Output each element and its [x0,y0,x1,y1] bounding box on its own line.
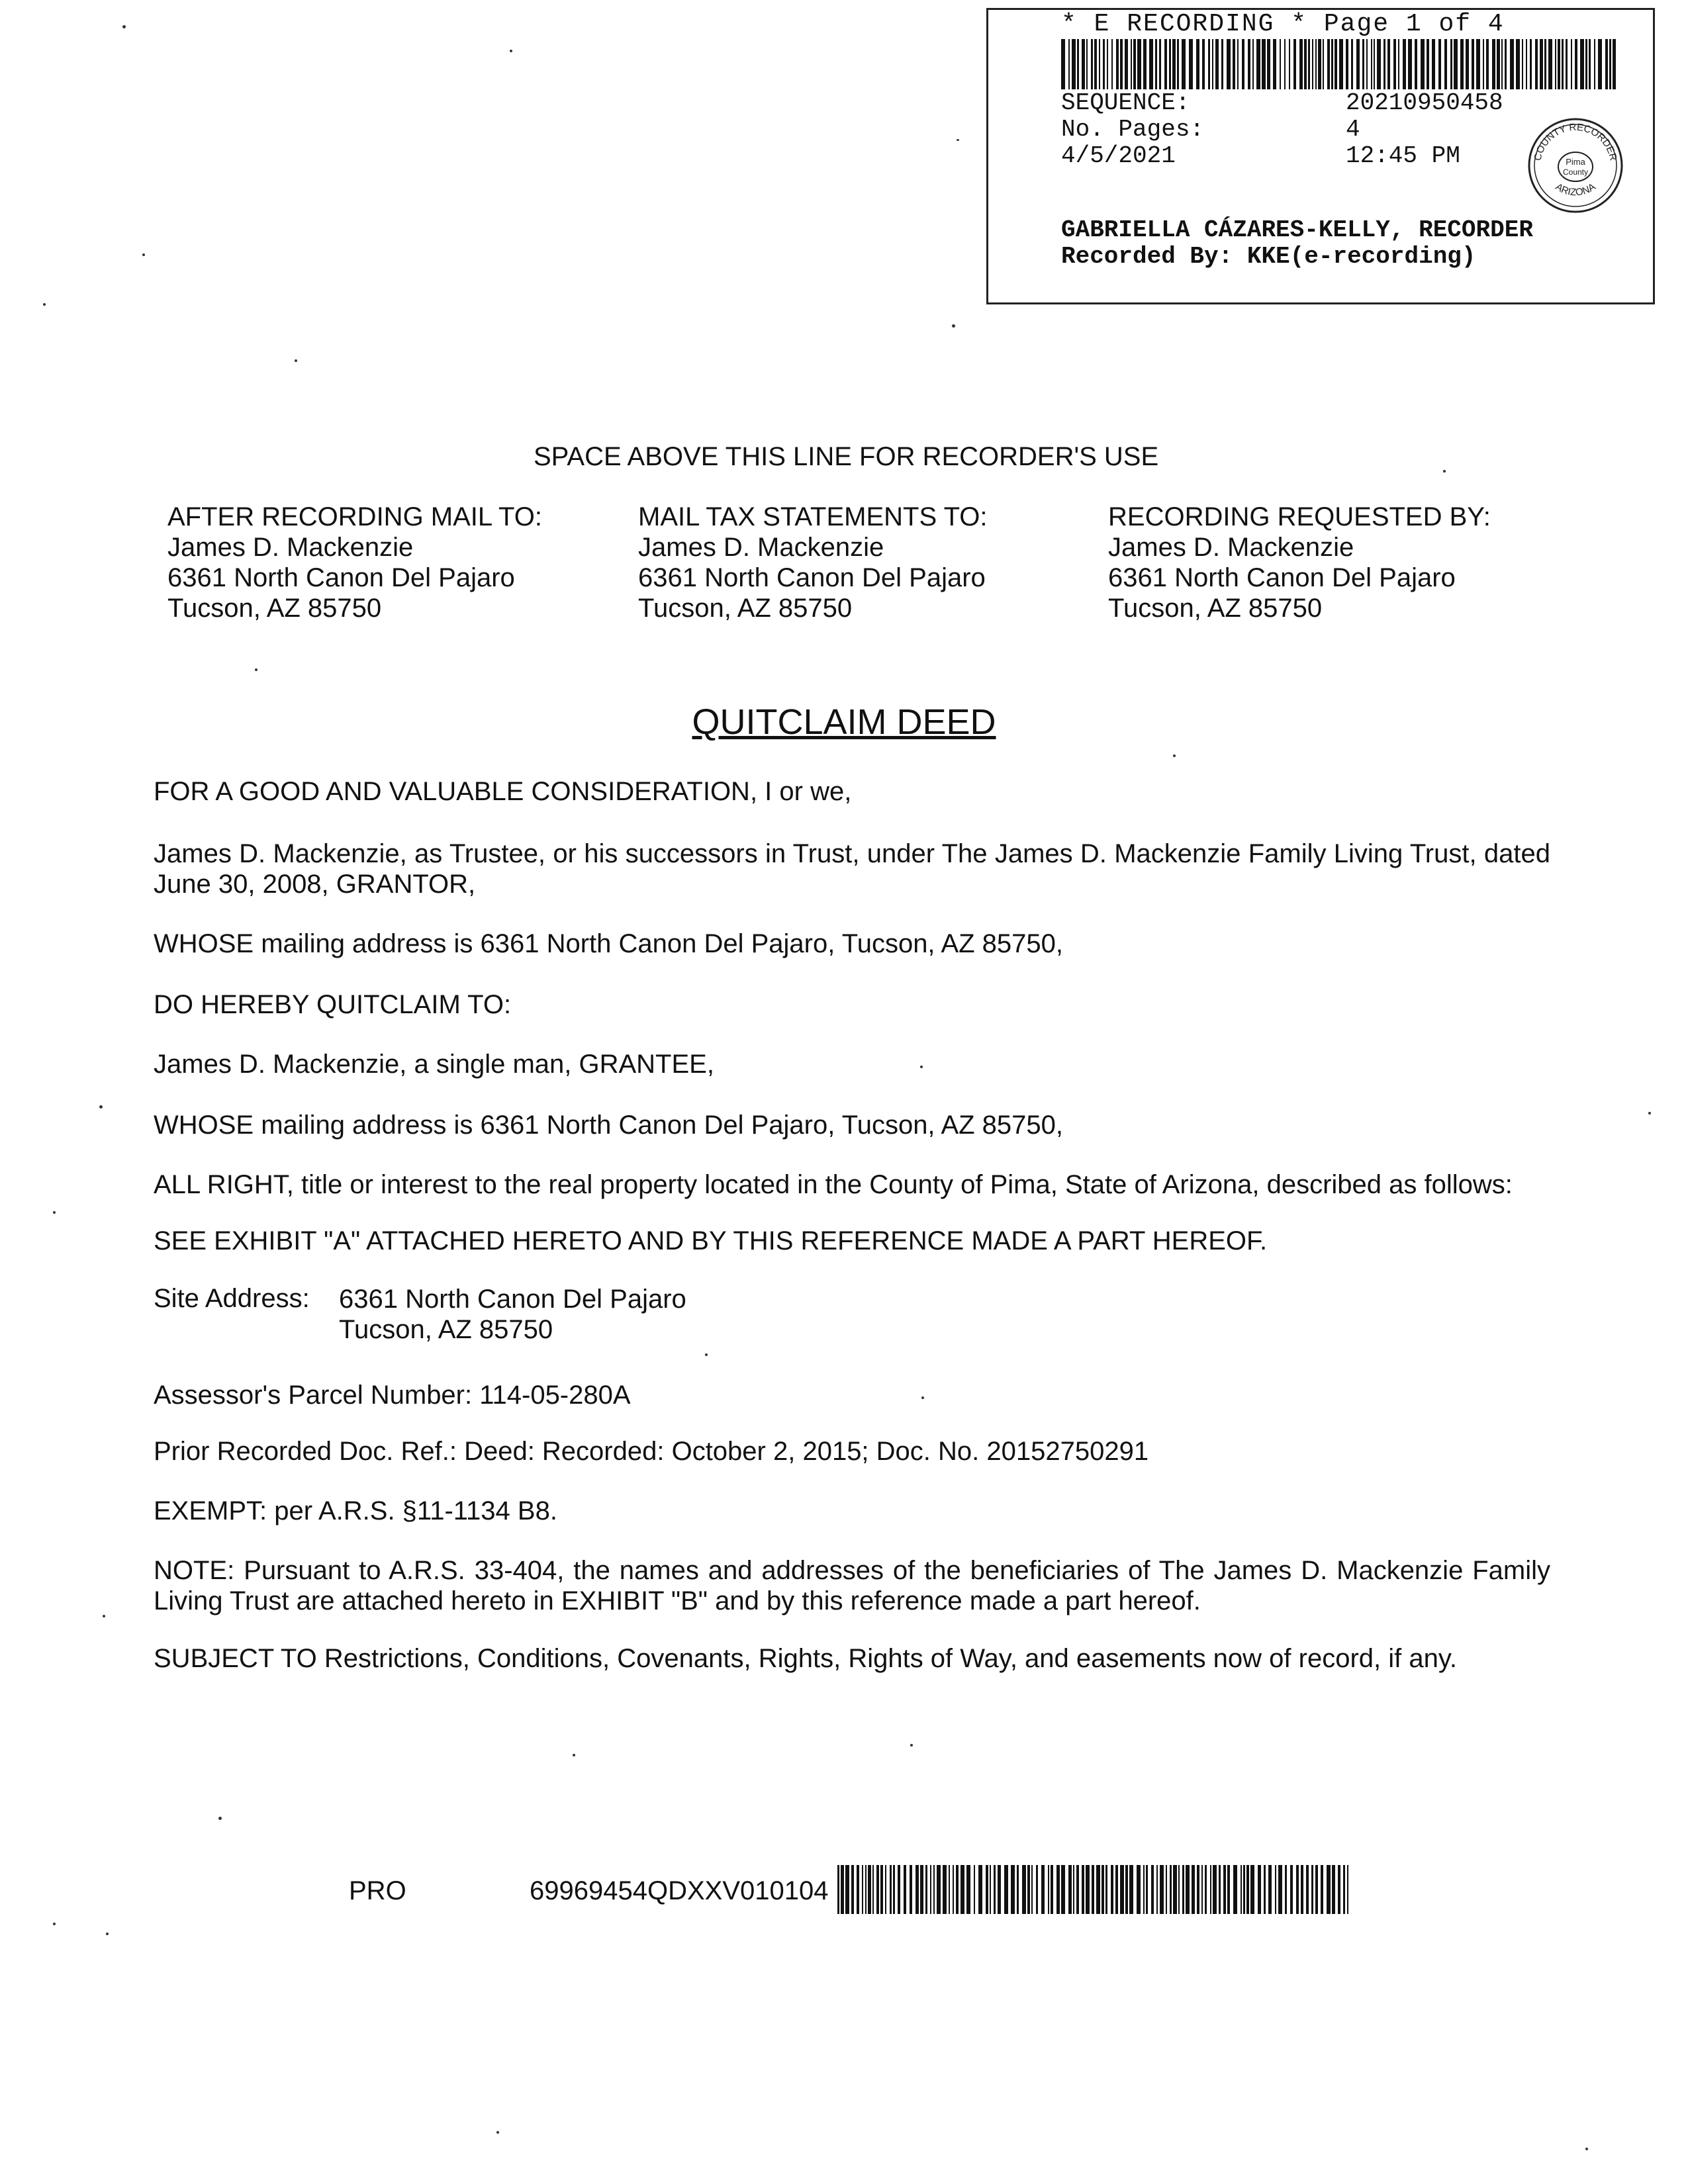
barcode-bar [1096,1865,1100,1914]
address-street: 6361 North Canon Del Pajaro [1108,563,1456,592]
barcode-bar [1299,39,1303,89]
address-name: James D. Mackenzie [1108,533,1354,562]
barcode-bar [1086,1865,1090,1914]
barcode-bar [1321,1865,1323,1914]
scan-speck [705,1353,708,1356]
barcode-bar [1273,39,1276,89]
barcode-bar [1290,1865,1293,1914]
barcode-bar [1169,39,1171,89]
barcode-bar [933,1865,935,1914]
barcode-bar [1296,1865,1299,1914]
sequence-label: SEQUENCE: [1061,89,1190,116]
barcode-bar [1111,1865,1113,1914]
barcode-bar [925,1865,927,1914]
scan-speck [255,668,258,671]
barcode-bar [1227,1865,1230,1914]
barcode-bar [1111,39,1113,89]
scan-speck [106,1933,109,1935]
barcode-bar [1315,1865,1318,1914]
barcode-bar [876,1865,879,1914]
barcode-bar [978,1865,982,1914]
scan-speck [142,253,145,256]
barcode-bar [1215,39,1219,89]
barcode-bar [1339,39,1343,89]
barcode-bar [1092,1865,1094,1914]
scan-speck [1173,754,1176,757]
scan-speck [510,50,512,52]
barcode-bar [1605,39,1608,89]
barcode-bar [1501,39,1503,89]
barcode-bar [1227,39,1231,89]
barcode-bar [1182,39,1186,89]
barcode-bar [1051,1865,1053,1914]
barcode-bar [1374,39,1375,89]
barcode-bar [1159,39,1161,89]
barcode-bar [1371,39,1372,89]
barcode-bar [1258,1865,1261,1914]
barcode-bar [1351,39,1353,89]
barcode-bar [1278,1865,1282,1914]
barcode-bar [1575,39,1577,89]
barcode-bar [1444,39,1447,89]
barcode-bar [943,1865,947,1914]
barcode-bar [1061,1865,1065,1914]
barcode-bar [990,1865,991,1914]
barcode-bar [1241,1865,1242,1914]
barcode-bar [1312,39,1313,89]
barcode-bar [1585,39,1587,89]
barcode-bar [1237,39,1239,89]
barcode-bar [1133,39,1136,89]
barcode-bar [1454,39,1458,89]
barcode-bar [1036,1865,1038,1914]
barcode-bar [1304,39,1307,89]
address-heading: MAIL TAX STATEMENTS TO: [638,502,988,531]
address-name: James D. Mackenzie [638,533,884,562]
barcode-bar [1160,1865,1164,1914]
barcode-bar [1086,39,1088,89]
barcode-bar [1172,39,1176,89]
barcode-bar [1492,39,1495,89]
all-right-clause: ALL RIGHT, title or interest to the real property located in the County of Pima, State of Arizona, described as follows: [154,1170,1513,1199]
scan-speck [53,1923,56,1925]
barcode-bar [1548,39,1552,89]
address-heading: RECORDING REQUESTED BY: [1108,502,1491,531]
county-recorder-seal [1526,116,1625,215]
barcode-bar [1264,1865,1266,1914]
barcode-bar [1252,39,1254,89]
barcode-bar [1031,1865,1033,1914]
barcode-bar [857,1865,859,1914]
prior-recorded-ref: Prior Recorded Doc. Ref.: Deed: Recorded: October 2, 2015; Doc. No. 20152750291 [154,1437,1149,1466]
barcode-bar [1099,39,1100,89]
scan-speck [295,359,297,362]
barcode-bar [1275,1865,1276,1914]
barcode-bar [880,1865,883,1914]
barcode-bar [1338,1865,1340,1914]
barcode-bar [851,1865,854,1914]
scan-speck [43,303,46,306]
barcode-bar [1347,1865,1348,1914]
barcode-bar [1284,39,1286,89]
barcode-bar [1186,1865,1190,1914]
barcode-bar [1522,39,1523,89]
barcode-bar [1505,39,1507,89]
barcode-bar [974,1865,975,1914]
barcode-bar [1427,39,1429,89]
barcode-bar [953,1865,954,1914]
barcode-bar [1246,1865,1249,1914]
barcode-bar [1383,39,1385,89]
barcode-bar [1438,39,1441,89]
barcode-bar [1460,39,1464,89]
barcode-bar [1011,1865,1015,1914]
pro-label: PRO [349,1876,406,1905]
barcode-bar [1022,1865,1026,1914]
barcode-bar [1182,1865,1184,1914]
barcode-bar [1450,39,1452,89]
barcode-bar [862,1865,863,1914]
scan-speck [1648,1112,1651,1115]
barcode-bar [1366,39,1368,89]
barcode-bar [1530,39,1532,89]
barcode-bar [1327,39,1330,89]
site-address-label: Site Address: [154,1284,310,1313]
scan-speck [910,1744,913,1747]
barcode-bar [1076,1865,1079,1914]
scan-speck [1585,2148,1588,2150]
address-heading: AFTER RECORDING MAIL TO: [167,502,542,531]
subject-to-clause: SUBJECT TO Restrictions, Conditions, Covenants, Rights, Rights of Way, and easements now of record, if any. [154,1644,1458,1673]
barcode-bar [1327,1865,1331,1914]
barcode-bar [1510,39,1514,89]
barcode-bar [1082,39,1085,89]
barcode-bar [1472,39,1474,89]
record-date: 4/5/2021 [1061,142,1176,169]
barcode-bar [1516,39,1520,89]
barcode-bar [1540,39,1543,89]
sequence-value: 20210950458 [1346,89,1503,116]
grantor-address: WHOSE mailing address is 6361 North Canon Del Pajaro, Tucson, AZ 85750, [154,929,1064,958]
barcode-bar [1571,39,1572,89]
scan-speck [920,1066,923,1068]
seal-top-text: COUNTY RECORDER [1532,121,1619,162]
recorder-name: GABRIELLA CÁZARES-KELLY, RECORDER [1061,216,1533,244]
barcode-bar [1315,39,1317,89]
barcode-bar [1146,1865,1148,1914]
pages-value: 4 [1346,116,1360,143]
barcode-bar [1125,1865,1128,1914]
recorder-stamp [986,8,1655,304]
address-city: Tucson, AZ 85750 [1108,594,1323,623]
barcode-bar [885,1865,886,1914]
barcode-bar [1476,39,1480,89]
stamp-header: * E RECORDING * Page 1 of 4 [1061,10,1505,38]
barcode-bar [1103,39,1105,89]
barcode-bar [1393,39,1396,89]
scan-speck [218,1817,222,1820]
barcode-bar [1311,1865,1313,1914]
barcode-bar [1580,39,1584,89]
grantee-clause: James D. Mackenzie, a single man, GRANTEE, [154,1050,714,1079]
barcode-bar [1120,1865,1124,1914]
barcode-bar [998,1865,1001,1914]
space-above-line: SPACE ABOVE THIS LINE FOR RECORDER'S USE [534,442,1159,471]
barcode-bar [1137,39,1141,89]
barcode-bar [1289,39,1290,89]
scan-speck [122,25,126,28]
barcode-bar [1061,39,1065,89]
barcode-bar [961,1865,964,1914]
barcode-bar [1166,1865,1167,1914]
barcode-bar [937,1865,941,1914]
scan-speck [573,1754,575,1756]
barcode-bar [1243,1865,1245,1914]
barcode-bar [890,1865,892,1914]
barcode-bar [1308,39,1310,89]
barcode-bar [986,1865,988,1914]
scan-speck [496,2131,499,2134]
barcode-bar [868,1865,871,1914]
barcode [1061,39,1617,89]
barcode-bar [1408,39,1412,89]
scan-speck [1443,470,1446,473]
barcode-bar [966,1865,970,1914]
barcode-bar [1192,1865,1195,1914]
barcode-bar [1068,39,1070,89]
barcode-bar [1048,1865,1049,1914]
barcode-bar [1115,1865,1118,1914]
barcode-bar [1256,39,1260,89]
barcode-bar [949,1865,950,1914]
barcode-bar [1432,39,1435,89]
barcode-bar [1598,39,1602,89]
scan-speck [99,1105,103,1109]
barcode-bar [1072,39,1076,89]
barcode-bar [1421,39,1425,89]
barcode-bar [1210,1865,1211,1914]
barcode-bar [1362,39,1364,89]
barcode-bar [1221,39,1223,89]
barcode-bar [1335,39,1337,89]
barcode-bar [1526,39,1527,89]
barcode-bar [1497,39,1500,89]
barcode-bar [1082,1865,1084,1914]
barcode-bar [1213,1865,1217,1914]
address-street: 6361 North Canon Del Pajaro [167,563,515,592]
barcode-bar [1219,1865,1221,1914]
barcode-bar [1223,1865,1226,1914]
barcode-bar [1332,1865,1335,1914]
grantor-clause: James D. Mackenzie, as Trustee, or his successors in Trust, under The James D. Mackenzie Family Living Trust, dated June 30, 2008, GRANTOR, [154,839,1550,899]
address-street: 6361 North Canon Del Pajaro [638,563,986,592]
barcode-bar [1403,39,1406,89]
barcode-bar [1094,39,1097,89]
barcode-bar [1178,1865,1180,1914]
barcode-bar [841,1865,844,1914]
barcode-bar [865,1865,867,1914]
barcode-bar [1143,39,1147,89]
barcode-bar [1293,39,1296,89]
barcode-bar [1027,1865,1030,1914]
barcode-bar [1562,39,1564,89]
barcode-bar [956,1865,959,1914]
barcode-bar [904,1865,906,1914]
barcode-bar [1202,39,1205,89]
barcode-bar [1091,39,1093,89]
consideration-clause: FOR A GOOD AND VALUABLE CONSIDERATION, I or we, [154,777,852,806]
barcode-bar [1555,39,1556,89]
barcode-bar [1594,39,1595,89]
svg-text:COUNTY RECORDER [1532,122,1618,162]
barcode-bar [1131,39,1132,89]
barcode-bar [1212,39,1213,89]
barcode-bar [1301,1865,1303,1914]
barcode-bar [1267,39,1270,89]
barcode-bar [1466,39,1469,89]
exempt-clause: EXEMPT: per A.R.S. §11-1134 B8. [154,1496,557,1525]
barcode-bar [1155,39,1157,89]
barcode-bar [1156,1865,1158,1914]
barcode-bar [1077,39,1079,89]
barcode-bar [1268,1865,1272,1914]
barcode-bar [1173,1865,1177,1914]
barcode-bar [1208,39,1210,89]
site-address-line1: 6361 North Canon Del Pajaro [339,1285,686,1314]
barcode-bar [1041,1865,1045,1914]
barcode-bar [1398,39,1399,89]
barcode-bar [930,1865,931,1914]
barcode-bar [1073,1865,1074,1914]
barcode-bar [1056,1865,1060,1914]
footer-barcode [837,1865,1350,1914]
site-address-line2: Tucson, AZ 85750 [339,1315,553,1344]
barcode-bar [1205,1865,1207,1914]
scan-speck [103,1615,105,1617]
barcode-bar [1306,1865,1309,1914]
barcode-bar [1566,39,1568,89]
seal-center-line2: County [1562,167,1589,177]
barcode-bar [1068,1865,1072,1914]
barcode-bar [1544,39,1546,89]
scan-speck [952,324,955,328]
parcel-number: Assessor's Parcel Number: 114-05-280A [154,1381,631,1410]
grantee-address: WHOSE mailing address is 6361 North Canon Del Pajaro, Tucson, AZ 85750, [154,1111,1064,1140]
seal-center-line1: Pima [1566,157,1585,167]
barcode-bar [920,1865,923,1914]
record-time: 12:45 PM [1346,142,1460,169]
barcode-bar [1143,1865,1145,1914]
barcode-bar [1170,1865,1172,1914]
barcode-bar [1280,39,1281,89]
barcode-bar [1323,39,1324,89]
scan-speck [921,1396,924,1399]
barcode-bar [1613,39,1616,89]
barcode-bar [1116,39,1119,89]
barcode-bar [1242,39,1244,89]
barcode-bar [1125,39,1128,89]
barcode-bar [1377,39,1381,89]
barcode-bar [1415,39,1417,89]
address-city: Tucson, AZ 85750 [638,594,853,623]
barcode-bar [1250,1865,1254,1914]
pages-label: No. Pages: [1061,116,1205,143]
barcode-bar [994,1865,996,1914]
scan-speck [53,1211,56,1214]
barcode-bar [1318,39,1321,89]
note-clause: NOTE: Pursuant to A.R.S. 33-404, the names and addresses of the beneficiaries of The James D. Mackenzie Family Living Trust are attached hereto in EXHIBIT "B" and by this reference made a part hereof. [154,1556,1550,1615]
barcode-bar [1164,39,1167,89]
barcode-bar [1331,39,1333,89]
address-city: Tucson, AZ 85750 [167,594,382,623]
barcode-bar [1262,39,1266,89]
barcode-bar [837,1865,839,1914]
document-title: QUITCLAIM DEED [692,702,996,742]
barcode-bar [893,1865,895,1914]
barcode-bar [1233,1865,1237,1914]
barcode-bar [1609,39,1611,89]
scan-speck [957,139,959,141]
barcode-bar [1129,1865,1133,1914]
barcode-bar [1233,39,1235,89]
barcode-bar [1483,39,1484,89]
exhibit-a-clause: SEE EXHIBIT "A" ATTACHED HERETO AND BY THIS REFERENCE MADE A PART HEREOF. [154,1226,1268,1255]
barcode-bar [1107,39,1108,89]
barcode-bar [1137,1865,1141,1914]
barcode-bar [845,1865,849,1914]
barcode-bar [1196,39,1199,89]
barcode-bar [1248,39,1250,89]
barcode-bar [1197,1865,1199,1914]
barcode-bar [1558,39,1560,89]
barcode-bar [1004,1865,1008,1914]
barcode-bar [1151,1865,1154,1914]
barcode-bar [1149,39,1153,89]
seal-bottom-text: ARIZONA [1553,181,1598,199]
barcode-bar [915,1865,919,1914]
quitclaim-clause: DO HEREBY QUITCLAIM TO: [154,990,512,1019]
barcode-bar [1201,1865,1203,1914]
mail-tax-statements-to [638,502,988,623]
barcode-bar [910,1865,912,1914]
recorded-by: Recorded By: KKE(e-recording) [1061,243,1476,270]
barcode-bar [872,1865,874,1914]
barcode-bar [1102,1865,1104,1914]
barcode-bar [1105,1865,1107,1914]
barcode-bar [1120,39,1123,89]
site-address-value [339,1284,686,1345]
barcode-bar [1017,1865,1019,1914]
barcode-bar [898,1865,900,1914]
recording-requested-by [1108,502,1491,623]
address-name: James D. Mackenzie [167,533,414,562]
svg-text:ARIZONA [1554,181,1598,199]
barcode-bar [1486,39,1489,89]
barcode-bar [1356,39,1360,89]
barcode-bar [1346,39,1348,89]
barcode-bar [1387,39,1390,89]
barcode-bar [1589,39,1591,89]
after-recording-mail-to [167,502,542,623]
barcode-bar [1535,39,1538,89]
barcode-bar [1177,39,1179,89]
barcode-bar [1285,1865,1287,1914]
barcode-bar [1343,1865,1345,1914]
document-code: 69969454QDXXV010104 [530,1876,829,1905]
barcode-bar [1189,39,1193,89]
